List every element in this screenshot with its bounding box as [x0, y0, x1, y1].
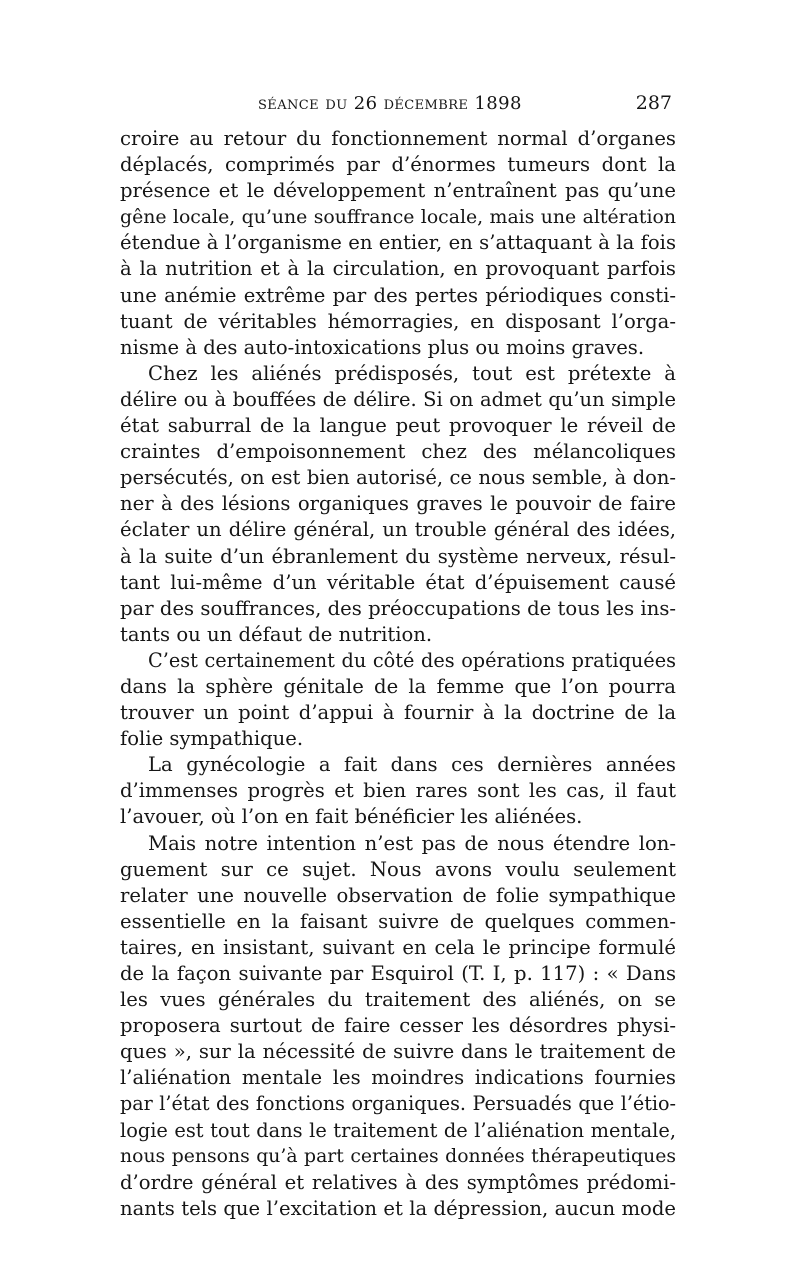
text-line: tant lui-même d’un véritable état d’épuisement causé [120, 570, 676, 594]
text-line: à la suite d’un ébranlement du système nerveux, résul- [120, 544, 676, 568]
text-line: guement sur ce sujet. Nous avons voulu seulement [120, 857, 676, 881]
page-number: 287 [635, 92, 672, 114]
text-line: par l’état des fonctions organiques. Persuadés que l’étio- [120, 1092, 676, 1116]
text-line: éclater un délire général, un trouble général des idées, [120, 518, 676, 542]
text-line: gêne locale, qu’une souffrance locale, mais une altération [120, 206, 676, 229]
text-line: nisme à des auto-intoxications plus ou moins graves. [120, 335, 645, 359]
body-text [120, 126, 676, 1222]
text-line: C’est certainement du côté des opérations pratiquées [148, 648, 676, 672]
text-line: tants ou un défaut de nutrition. [120, 622, 433, 646]
text-line: craintes d’empoisonnement chez des mélancoliques [120, 440, 676, 464]
running-head-month: décembre [383, 92, 469, 114]
text-line: de la façon suivante par Esquirol (T. I, p. 117) : « Dans [120, 962, 676, 985]
text-line: à la nutrition et à la circulation, en provoquant parfois [120, 257, 676, 281]
text-line: par des souffrances, des préoccupations de tous les ins- [120, 596, 676, 620]
text-line: ner à des lésions organiques graves le pouvoir de faire [120, 492, 676, 516]
text-line: une anémie extrême par des pertes périodiques consti- [120, 283, 676, 307]
text-line: ques », sur la nécessité de suivre dans le traitement de [120, 1040, 676, 1064]
text-line: étendue à l’organisme en entier, en s’attaquant à la fois [120, 231, 676, 255]
running-head [258, 92, 522, 114]
text-line: d’immenses progrès et bien rares sont les cas, il faut [120, 779, 676, 803]
text-line: état saburral de la langue peut provoquer le réveil de [120, 414, 676, 438]
text-line: l’aliénation mentale les moindres indications fournies [120, 1066, 676, 1090]
text-line: nants tels que l’excitation et la dépression, aucun mode [120, 1196, 676, 1220]
text-line: persécutés, on est bien autorisé, ce nous semble, à don- [120, 466, 676, 490]
text-line: l’avouer, où l’on en fait bénéficier les aliénées. [120, 805, 583, 829]
running-head-prefix: séance du [258, 92, 348, 114]
text-line: délire ou à bouffées de délire. Si on admet qu’un simple [120, 387, 676, 411]
text-line: Chez les aliénés prédisposés, tout est prétexte à [148, 361, 676, 385]
text-line: folie sympathique. [120, 727, 304, 751]
text-line: Mais notre intention n’est pas de nous étendre lon- [148, 831, 676, 855]
text-line: présence et le développement n’entraînent pas qu’une [120, 179, 676, 203]
text-line: tuant de véritables hémorragies, en disposant l’orga- [120, 309, 676, 333]
text-line: proposera surtout de faire cesser les désordres physi- [120, 1014, 676, 1038]
text-line: nous pensons qu’à part certaines données thérapeutiques [120, 1145, 676, 1167]
text-line: croire au retour du fonctionnement normal d’organes [120, 127, 676, 150]
page-header [120, 92, 676, 120]
text-line: déplacés, comprimés par d’énormes tumeurs dont la [120, 153, 676, 177]
text-line: taires, en insistant, suivant en cela le principe formulé [120, 935, 676, 959]
text-line: les vues générales du traitement des aliénés, on se [120, 988, 676, 1012]
text-line: d’ordre général et relatives à des symptômes prédomi- [120, 1170, 676, 1194]
text-line: relater une nouvelle observation de folie sympathique [120, 883, 676, 907]
running-head-year: 1898 [474, 93, 522, 114]
text-line: dans la sphère génitale de la femme que l’on pourra [120, 674, 676, 698]
text-line: essentielle en la faisant suivre de quelques commen- [120, 909, 676, 933]
text-line: trouver un point d’appui à fournir à la doctrine de la [120, 701, 676, 725]
text-line: logie est tout dans le traitement de l’aliénation mentale, [120, 1118, 676, 1142]
running-head-date: 26 [353, 93, 378, 114]
text-line: La gynécologie a fait dans ces dernières années [148, 753, 676, 777]
